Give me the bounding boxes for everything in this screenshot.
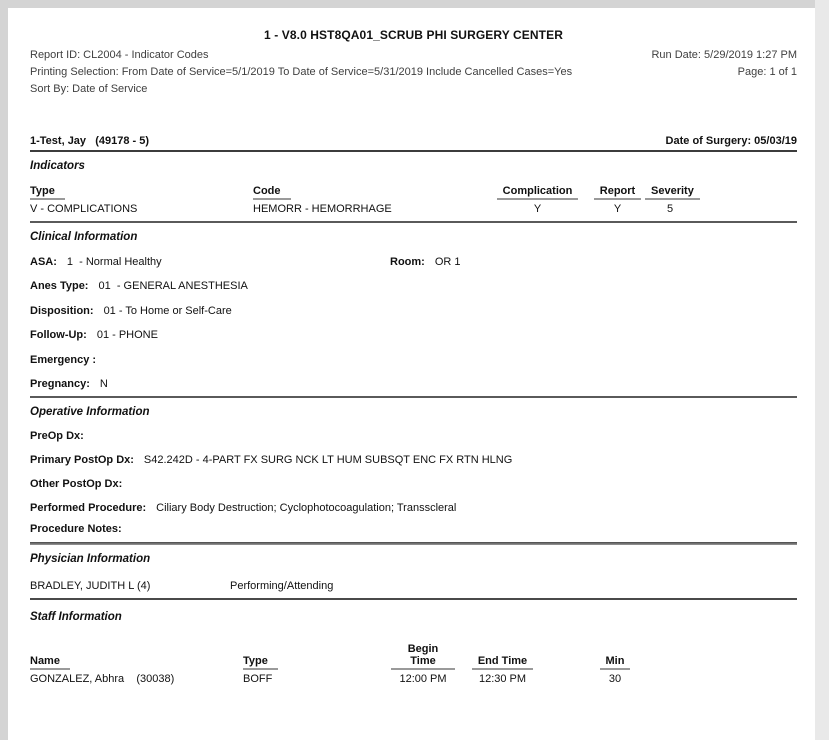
report-title: 1 - V8.0 HST8QA01_SCRUB PHI SURGERY CENTER: [264, 28, 563, 42]
indicator-severity: 5: [666, 203, 674, 215]
emergency-row: [30, 355, 797, 366]
staff-begin-time: 12:00 PM: [399, 673, 447, 685]
report-id: Report ID: CL2004 - Indicator Codes: [30, 49, 209, 61]
asa-value: 1 - Normal Healthy: [66, 255, 162, 268]
asa-row: [30, 257, 797, 268]
header-row-1: [30, 47, 797, 64]
preop-dx-label: PreOp Dx:: [30, 430, 84, 442]
performed-procedure-row: [30, 503, 797, 514]
staff-type: BOFF: [243, 673, 273, 685]
header-row-3: [30, 81, 797, 98]
patient-bar: [30, 135, 797, 152]
room-value: OR 1: [434, 255, 461, 268]
physician-name: BRADLEY, JUDITH L (4): [30, 580, 151, 592]
staff-name: GONZALEZ, Abhra (30038): [30, 673, 175, 685]
procedure-notes-label: Procedure Notes:: [30, 523, 122, 535]
anes-type-value: 01 - GENERAL ANESTHESIA: [98, 280, 248, 292]
performed-procedure-value: Ciliary Body Destruction; Cyclophotocoagulation; Transscleral: [156, 502, 457, 514]
physician-heading: Physician Information: [30, 553, 151, 565]
other-postop-dx-row: [30, 479, 797, 490]
col-header-report: Report: [590, 185, 645, 200]
header-row-2: [30, 64, 797, 81]
page-number: Page: 1 of 1: [737, 66, 797, 78]
run-date: Run Date: 5/29/2019 1:27 PM: [651, 49, 797, 61]
room-field: [390, 257, 461, 268]
section-divider: [30, 221, 797, 223]
other-postop-dx-label: Other PostOp Dx:: [30, 478, 123, 490]
operative-section: [30, 406, 797, 535]
room-label: Room:: [390, 255, 425, 268]
asa-label: ASA:: [30, 255, 57, 268]
clinical-section: [30, 231, 797, 390]
primary-postop-dx-value: S42.242D - 4-PART FX SURG NCK LT HUM SUBSQT ENC FX RTN HLNG: [143, 454, 513, 466]
anes-type-label: Anes Type:: [30, 280, 89, 292]
patient-name: 1-Test, Jay (49178 - 5): [30, 135, 150, 147]
col-header-code: Code: [253, 185, 485, 200]
physician-row: [30, 580, 797, 600]
staff-heading: Staff Information: [30, 611, 122, 623]
sort-by: Sort By: Date of Service: [30, 83, 148, 95]
col-header-type: Type: [30, 185, 253, 200]
staff-row: [30, 673, 797, 685]
physician-role: Performing/Attending: [230, 580, 334, 592]
staff-table-header: [30, 643, 797, 670]
indicator-type: V - COMPLICATIONS: [30, 203, 138, 215]
col-header-begin-time: Begin Time: [391, 643, 455, 670]
staff-min: 30: [608, 673, 622, 685]
indicator-report: Y: [613, 203, 622, 215]
disposition-row: [30, 306, 797, 317]
preop-dx-row: [30, 431, 797, 442]
performed-procedure-label: Performed Procedure:: [30, 502, 147, 514]
col-header-complication: Complication: [485, 185, 590, 200]
report-page: [8, 8, 815, 740]
printing-selection: Printing Selection: From Date of Service=5/1/2019 To Date of Service=5/31/2019 Include Cancelled Cases=Yes: [30, 66, 573, 78]
followup-label: Follow-Up:: [30, 329, 87, 341]
section-divider: [30, 396, 797, 398]
report-header: [30, 47, 797, 98]
disposition-value: 01 - To Home or Self-Care: [103, 304, 232, 317]
operative-heading: Operative Information: [30, 406, 150, 418]
indicator-complication: Y: [533, 203, 542, 215]
indicators-table-header: [30, 185, 797, 200]
pregnancy-label: Pregnancy:: [30, 378, 90, 390]
section-divider-thick: [30, 542, 797, 545]
col-header-min: Min: [575, 655, 655, 670]
clinical-heading: Clinical Information: [30, 231, 138, 243]
followup-value: 01 - PHONE: [96, 329, 158, 341]
primary-postop-dx-label: Primary PostOp Dx:: [30, 454, 134, 466]
col-header-severity: Severity: [645, 185, 695, 200]
pregnancy-row: [30, 379, 797, 390]
primary-postop-dx-row: [30, 455, 797, 466]
pregnancy-value: N: [99, 378, 108, 390]
anes-type-row: [30, 281, 797, 292]
col-header-staff-type: Type: [243, 655, 391, 670]
disposition-label: Disposition:: [30, 304, 94, 317]
col-header-end-time: End Time: [455, 655, 550, 670]
date-of-surgery: Date of Surgery: 05/03/19: [665, 135, 797, 147]
staff-end-time: 12:30 PM: [478, 673, 527, 685]
emergency-label: Emergency :: [30, 353, 97, 366]
followup-row: [30, 330, 797, 341]
indicator-code: HEMORR - HEMORRHAGE: [253, 203, 392, 215]
staff-section: [30, 611, 797, 685]
window-right-gutter: [815, 0, 829, 740]
physician-section: [30, 553, 797, 600]
indicator-row: [30, 203, 797, 215]
col-header-name: Name: [30, 655, 243, 670]
procedure-notes-row: [30, 524, 797, 535]
indicators-heading: Indicators: [30, 160, 85, 172]
